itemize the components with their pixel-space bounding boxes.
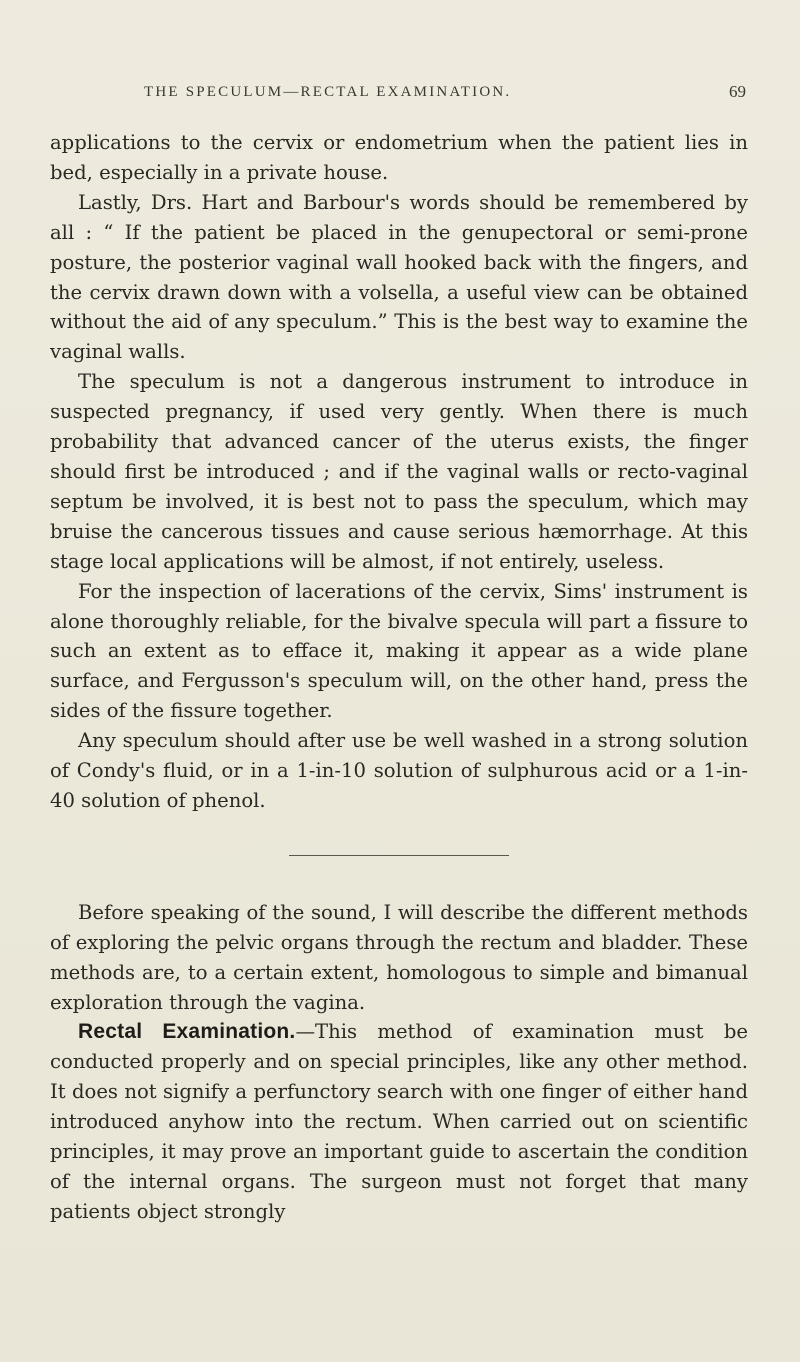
page-number: 69 bbox=[729, 82, 746, 101]
paragraph-lacerations: For the inspection of lacerations of the cervix, Sims' instrument is alone thoroughly reliable, for the bivalve specula will part a fissure to such an extent as to efface it, making it appear as a wide plane surface, and Fergusson's speculum will, on the other hand, press the sides of the fissure together. bbox=[50, 579, 748, 723]
paragraph-hart-barbour-quote: Lastly, Drs. Hart and Barbour's words should be remembered by all : “ If the patient be placed in the genupectoral or semi-prone posture, the posterior vaginal wall hooked back with the fingers, and the cervix drawn down with a volsella, a useful view can be obtained without the aid of any speculum.” This is the best way to examine the vaginal walls. bbox=[50, 190, 748, 364]
paragraph-before-sound: Before speaking of the sound, I will describe the different methods of exploring the pelvic organs through the rectum and bladder. These methods are, to a certain extent, homologous to simple and bimanual exploration through the vagina. bbox=[50, 900, 748, 1014]
page-header bbox=[56, 84, 746, 108]
section-divider-rule bbox=[289, 855, 509, 856]
running-head: THE SPECULUM—RECTAL EXAMINATION. bbox=[144, 84, 512, 100]
section-text-rectal-examination: —This method of examination must be conducted properly and on special principles, like any other method. It does not signify a perfunctory search with one finger of either hand introduced anyhow into the rectum. When carried out on scientific principles, it may prove an important guide to ascertain the condition of the internal organs. The surgeon must not forget that many patients object strongly bbox=[50, 1020, 748, 1223]
paragraph-continuation: applications to the cervix or endometrium when the patient lies in bed, especially in a private house. bbox=[50, 131, 748, 184]
paragraph-washing-speculum: Any speculum should after use be well washed in a strong solution of Condy's fluid, or in a 1-in-10 solution of sulphurous acid or a 1-in-40 solution of phenol. bbox=[50, 729, 748, 812]
body-text bbox=[50, 128, 748, 1227]
paragraph-pregnancy-cancer: The speculum is not a dangerous instrument to introduce in suspected pregnancy, if used very gently. When there is much probability that advanced cancer of the uterus exists, the finger should first be introduced ; and if the vaginal walls or recto-vaginal septum be involved, it is best not to pass the speculum, which may bruise the cancerous tissues and cause serious hæmorrhage. At this stage local applications will be almost, if not entirely, useless. bbox=[50, 370, 748, 573]
paragraph-rectal-examination bbox=[50, 1017, 748, 1226]
section-heading-rectal-examination: Rectal Examination. bbox=[78, 1020, 296, 1044]
